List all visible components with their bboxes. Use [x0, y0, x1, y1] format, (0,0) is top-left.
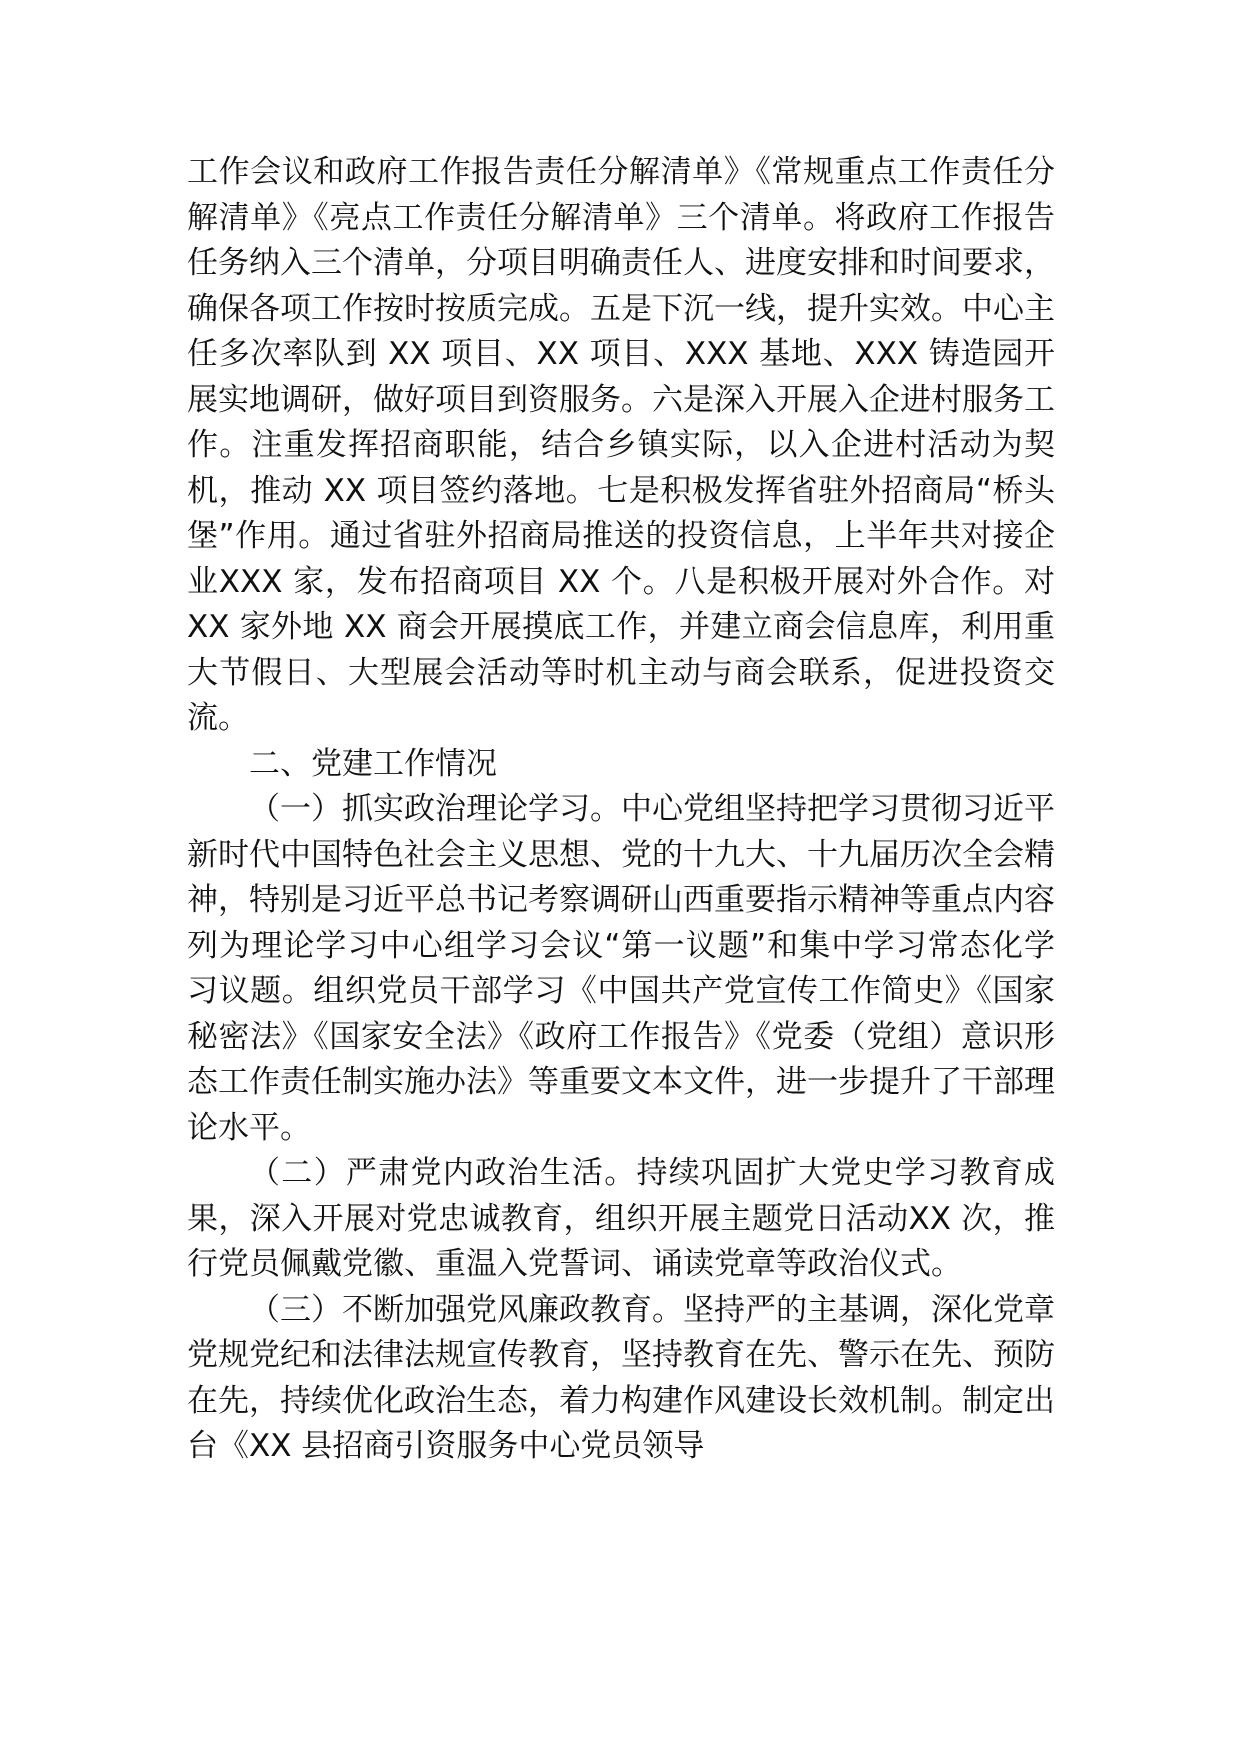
paragraph-political-theory-study: （一）抓实政治理论学习。中心党组坚持把学习贯彻习近平新时代中国特色社会主义思想、党的十九大、十九届历次全会精神，特别是习近平总书记考察调研山西重要指示精神等重点内容列为理论学习中心组学习会议“第一议题”和集中学习常态化学习议题。组织党员干部学习《中国共产党宣传工作简史》《国家秘密法》《国家安全法》《政府工作报告》《党委（党组）意识形态工作责任制实施办法》等重要文本文件，进一步提升了干部理论水平。: [187, 791, 1055, 1146]
document-body: [187, 150, 1055, 1470]
section-heading-party-building: 二、党建工作情况: [249, 745, 497, 782]
paragraph-clean-governance-education: （三）不断加强党风廉政教育。坚持严的主基调，深化党章党规党纪和法律法规宣传教育，坚持教育在先、警示在先、预防在先，持续优化政治生态，着力构建作风建设长效机制。制定出台《XX 县招商引资服务中心党员领导: [187, 1291, 1055, 1464]
paragraph-party-political-life: （二）严肃党内政治生活。持续巩固扩大党史学习教育成果，深入开展对党忠诚教育，组织开展主题党日活动XX 次，推行党员佩戴党徽、重温入党誓词、诵读党章等政治仪式。: [187, 1155, 1055, 1282]
paragraph-continuation: 工作会议和政府工作报告责任分解清单》《常规重点工作责任分解清单》《亮点工作责任分解清单》三个清单。将政府工作报告任务纳入三个清单，分项目明确责任人、进度安排和时间要求，确保各项工作按时按质完成。五是下沉一线，提升实效。中心主任多次率队到 XX 项目、XX 项目、XXX 基地、XXX 铸造园开展实地调研，做好项目到资服务。六是深入开展入企进村服务工作。注重发挥招商职能，结合乡镇实际，以入企进村活动为契机，推动 XX 项目签约落地。七是积极发挥省驻外招商局“桥头堡”作用。通过省驻外招商局推送的投资信息，上半年共对接企业XXX 家，发布招商项目 XX 个。八是积极开展对外合作。对 XX 家外地 XX 商会开展摸底工作，并建立商会信息库，利用重大节假日、大型展会活动等时机主动与商会联系，促进投资交流。: [187, 154, 1055, 736]
